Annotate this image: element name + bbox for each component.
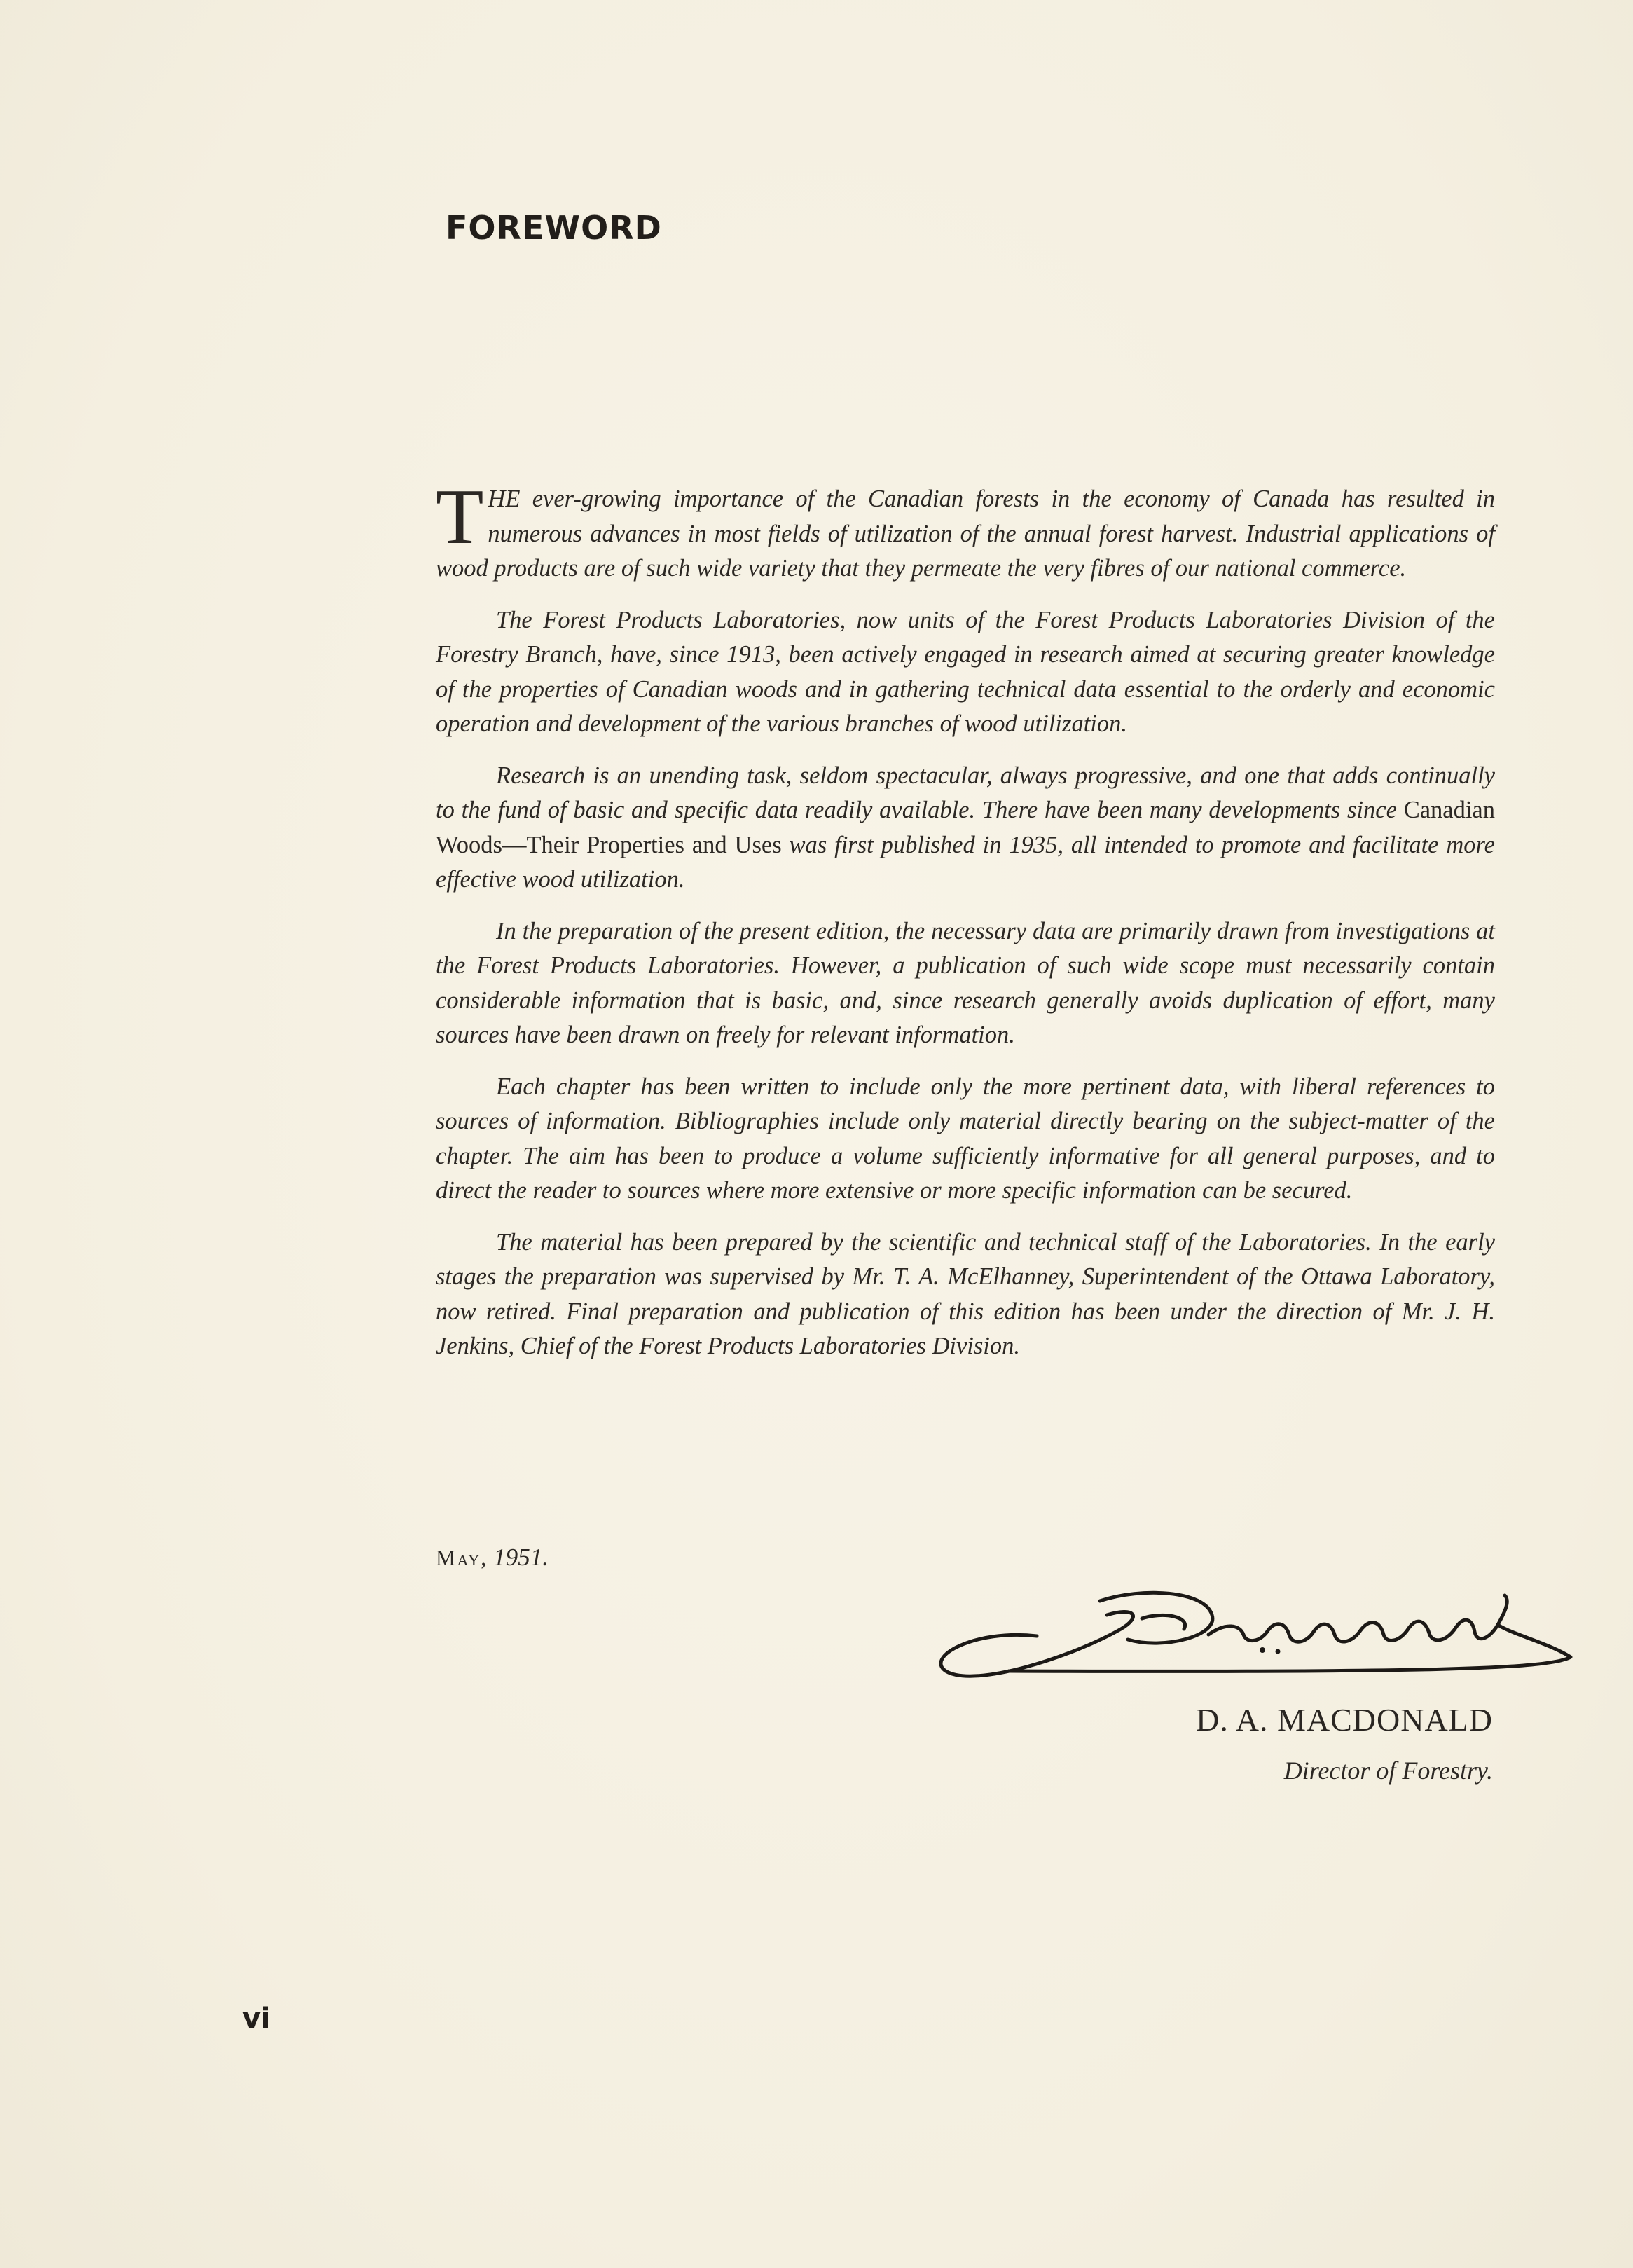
foreword-body (436, 474, 1495, 1381)
date-year: 1951. (493, 1544, 549, 1571)
paragraph-3 (436, 759, 1495, 898)
paragraph-4: In the preparation of the present edition, the necessary data are primarily drawn from investigations at the Forest Products Laboratories. However, a publication of such wide scope must necessarily contain considerable information that is basic, and, since research generally avoids duplication of effort, many sources have been drawn on freely for relevant information. (436, 917, 1495, 1048)
page-number: vi (242, 2002, 270, 2035)
paragraph-3-before: Research is an unending task, seldom spectacular, always progressive, and one that adds continually to the fund of basic and specific data readily available. There have been many developments since (436, 762, 1495, 823)
signature-dot (1260, 1647, 1265, 1653)
signatory-name: D. A. MACDONALD (1196, 1702, 1493, 1738)
paragraph-3-after: was first published in 1935, all intended to promote and facilitate more effective wood utilization. (436, 831, 1495, 893)
signature-initial (1100, 1593, 1213, 1643)
signature-dot-2 (1276, 1649, 1281, 1654)
paragraph-6: The material has been prepared by the scientific and technical staff of the Laboratories. In the early stages the preparation was supervised by Mr. T. A. McElhanney, Superintendent of the Ottawa Laboratory, now retired. Final preparation and publication of this edition has been under the direction of Mr. J. H. Jenkins, Chief of the Forest Products Laboratories Division. (436, 1228, 1495, 1359)
signature-loop (941, 1612, 1133, 1677)
date-month: May, (436, 1545, 488, 1570)
paragraph-5: Each chapter has been written to include only the more pertinent data, with liberal references to sources of information. Bibliographies include only material directly bearing on the subject-matter of the chapter. The aim has been to produce a volume sufficiently informative for all general purposes, and to direct the reader to sources where more extensive or more specific information can be secured. (436, 1073, 1495, 1204)
page-title: FOREWORD (446, 209, 662, 247)
drop-cap: T (436, 474, 484, 561)
signatory-title: Director of Forestry. (1283, 1757, 1493, 1785)
date-line (436, 1544, 549, 1572)
paragraph-1 (436, 474, 1495, 586)
book-title: Canadian Woods—Their Properties and Uses (436, 797, 1495, 858)
paragraph-2: The Forest Products Laboratories, now units of the Forest Products Laboratories Division of the Forestry Branch, have, since 1913, been actively engaged in research aimed at securing greater knowledge of the properties of Canadian woods and in gathering technical data essential to the orderly and economic operation and development of the various branches of wood utilization. (436, 606, 1495, 737)
signature-letters (1208, 1595, 1507, 1642)
handwritten-signature (932, 1552, 1576, 1692)
paragraph-1-text: HE ever-growing importance of the Canadian forests in the economy of Canada has resulted in numerous advances in most fields of utilization of the annual forest harvest. Industrial applications of wood products are of such wide variety that they permeate the very fibres of our national commerce. (436, 486, 1495, 582)
